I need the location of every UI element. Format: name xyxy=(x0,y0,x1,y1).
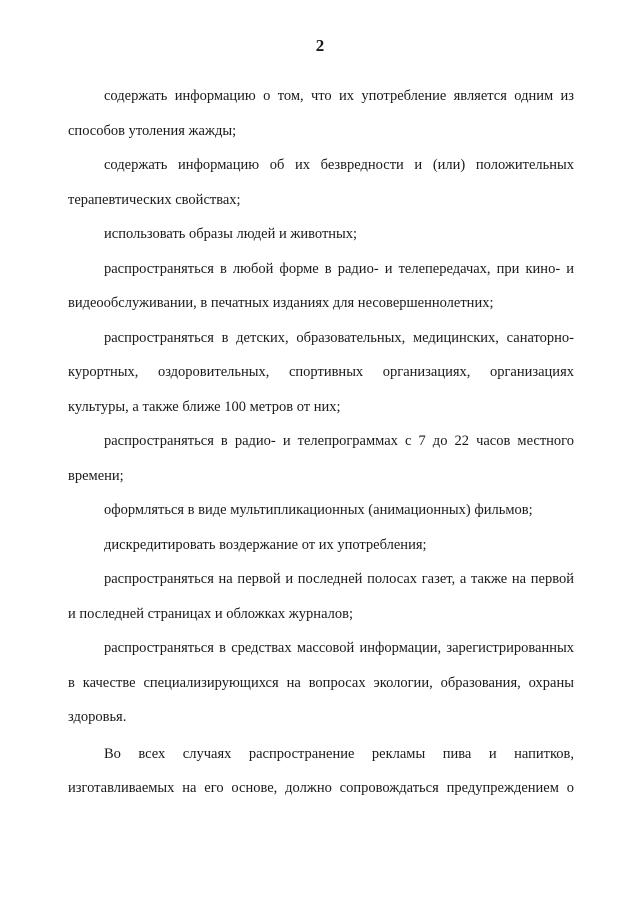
page-number: 2 xyxy=(315,36,325,55)
paragraph-specialized-media: распространяться в средствах массовой информации, зарегистрированных в качестве специализирующихся на вопросах экологии, образования, охраны здоровья. xyxy=(68,640,574,725)
paragraph-broadcast-hours: распространяться в радио- и телепрограммах с 7 до 22 часов местного времени; xyxy=(68,433,574,484)
paragraph-newspaper-pages: распространяться на первой и последней полосах газет, а также на первой и последней страницах и обложках журналов; xyxy=(68,571,574,622)
paragraph-warning-requirement: Во всех случаях распространение рекламы пива и напитков, изготавливаемых на его основе, должно сопровождаться предупреждением о xyxy=(68,745,574,796)
paragraph-minors-media: распространяться в любой форме в радио- и телепередачах, при кино- и видеообслуживании, в печатных изданиях для несовершеннолетних; xyxy=(68,260,574,311)
paragraph-harmlessness: содержать информацию об их безвредности и (или) положительных терапевтических свойствах; xyxy=(68,157,574,208)
document-body xyxy=(68,79,574,806)
paragraph-animation: оформляться в виде мультипликационных (анимационных) фильмов; xyxy=(104,502,533,518)
paragraph-abstinence: дискредитировать воздержание от их употребления; xyxy=(104,536,427,553)
paragraph-images-people-animals: использовать образы людей и животных; xyxy=(104,226,358,242)
paragraph-organizations: распространяться в детских, образовательных, медицинских, санаторно-курортных, оздоровительных, спортивных организациях, организациях культуры, а также ближе 100 метров от них; xyxy=(68,329,574,415)
paragraph-thirst-quenching: содержать информацию о том, что их употребление является одним из способов утоления жажды; xyxy=(68,88,574,139)
